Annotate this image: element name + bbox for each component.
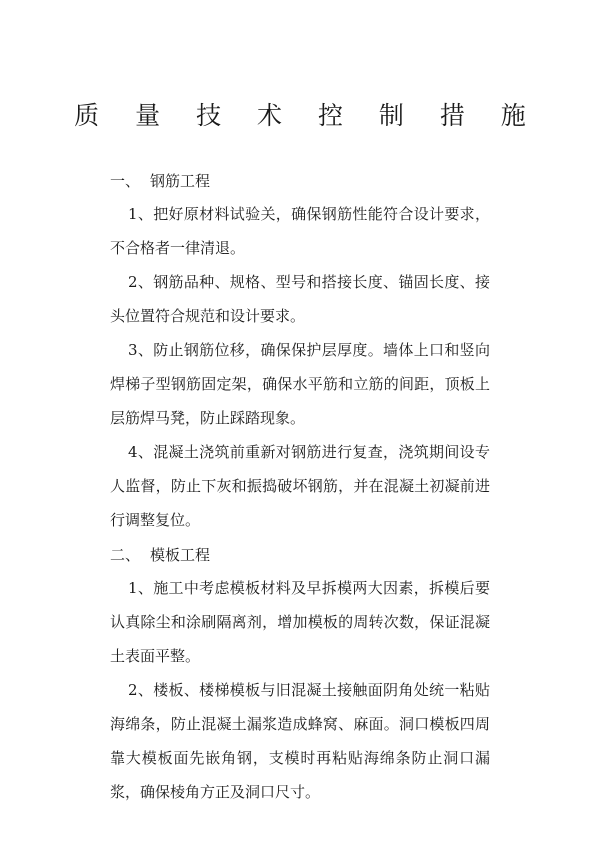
section-heading-formwork: [110, 544, 210, 565]
paragraph-rebar-1: 1、把好原材料试验关，确保钢筋性能符合设计要求，不合格者一律清退。: [110, 205, 490, 257]
paragraph-formwork-1: 1、施工中考虑模板材料及早拆模两大因素，拆模后要认真除尘和涂刷隔离剂，增加模板的周转次数，保证混凝土表面平整。: [110, 579, 490, 665]
section-number: 一、: [110, 172, 141, 190]
paragraph-formwork-2: 2、楼板、楼梯模板与旧混凝土接触面阴角处统一粘贴海绵条，防止混凝土漏浆造成蜂窝、麻面。洞口模板四周靠大模板面先嵌角钢，支模时再粘贴海绵条防止洞口漏浆，确保棱角方正及洞口尺寸。: [110, 681, 490, 801]
paragraph-rebar-2: 2、钢筋品种、规格、型号和搭接长度、锚固长度、接头位置符合规范和设计要求。: [110, 273, 490, 325]
section-number: 二、: [110, 546, 141, 564]
section-title: 钢筋工程: [150, 172, 211, 190]
page-title: 质 量 技 术 控 制 措 施: [74, 101, 540, 130]
section-title: 模板工程: [150, 546, 211, 564]
paragraph-rebar-4: 4、混凝土浇筑前重新对钢筋进行复查，浇筑期间设专人监督，防止下灰和振捣破坏钢筋，并在混凝土初凝前进行调整复位。: [110, 443, 490, 529]
paragraph-rebar-3: 3、防止钢筋位移，确保保护层厚度。墙体上口和竖向焊梯子型钢筋固定架，确保水平筋和立筋的间距，顶板上层筋焊马凳，防止踩踏现象。: [110, 341, 490, 427]
section-heading-rebar: [110, 170, 210, 191]
